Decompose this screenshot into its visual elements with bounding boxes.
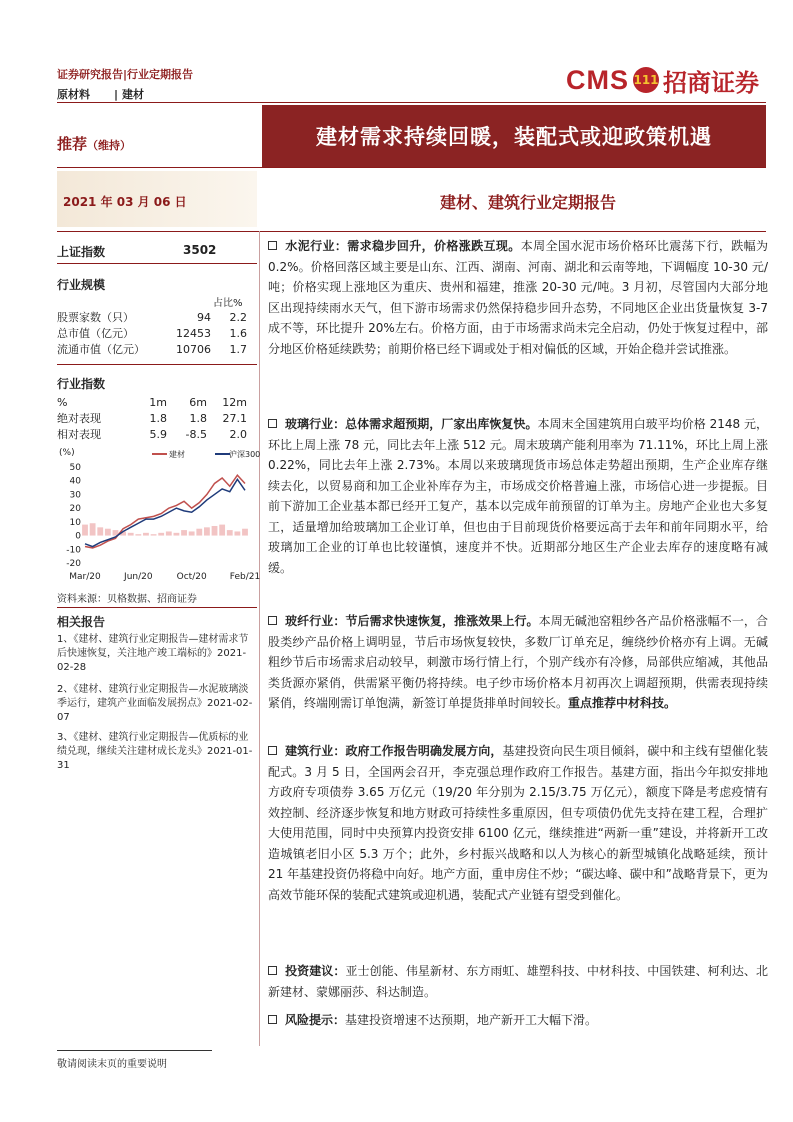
bullet-icon [268, 1015, 277, 1024]
date-box [57, 171, 257, 227]
table-row [57, 426, 247, 442]
column-divider [259, 231, 260, 1046]
relative-bar [151, 534, 157, 535]
relative-bar [204, 527, 210, 535]
relative-bar [166, 531, 172, 535]
table-row [57, 341, 247, 357]
row-value: 1.8 [189, 411, 207, 425]
section-body: 基建投资向民生项目倾斜，碳中和主线有望催化装配式。3 月 5 日，全国两会召开，李克强总理作政府工作报告。基建方面，指出今年拟安排地方政府专项债券 3.65 万亿元（19/20 年分别为 2.15/3.75 万亿元），额度下降是考虑疫情有效控制、经济逐步恢复和地方财政可持续性多重原因，但专项债仍优先支持在建工程，合理扩大使用范围，同时中央预算内投资安排 6100 亿元，继续推进“两新一重”建设，并将新开工改造城镇老旧小区 5.3 万个；此外，乡村振兴战略和以人为核心的新型城镇化战略延续，预计 21 年基建投资仍将稳中向好。地产方面，重申房住不炒；“碳达峰、碳中和”战略背景下，更为高效节能环保的装配式建筑或迎机遇，装配式产业链有望受到催化。 [268, 744, 768, 902]
row-value: 10706 [176, 342, 211, 356]
relative-bar [143, 533, 149, 536]
report-subtitle: 建材、建筑行业定期报告 [440, 193, 617, 212]
relative-bar [242, 529, 248, 536]
x-tick-label: Oct/20 [176, 572, 207, 582]
relative-bar [90, 523, 96, 535]
relative-bar [135, 534, 141, 535]
section-head: 玻璃行业：总体需求超预期，厂家出库恢复快。 [285, 417, 538, 431]
chart-ylabel: (%) [59, 448, 75, 458]
table-row [57, 394, 247, 410]
relative-bar [212, 526, 218, 536]
relative-bar [234, 531, 240, 535]
report-date: 2021 年 03 月 06 日 [63, 195, 187, 209]
divider [57, 231, 766, 232]
row-name: 总市值（亿元） [57, 327, 134, 340]
divider [57, 364, 257, 365]
row-name: 绝对表现 [57, 412, 101, 425]
legend-materials: 建材 [169, 450, 185, 459]
section-body: 本周无碱池窑粗纱各产品价格涨幅不一，合股类纱产品价格上调明显，节后市场恢复较快，多数厂订单充足，缠绕纱价格亦有上调。无碱粗纱节后市场需求启动较早，刺激市场行情上行，个别产线亦有冷修，局部供应缩减，其他品类货源亦紧俏，供需紧平衡仍将持续。电子纱市场价格本月初再次上调超预期，供需表现持续紧俏，终端刚需订单饱满，新签订单提货排单时间较长。 [268, 614, 768, 710]
relative-bar [174, 533, 180, 536]
series-line-建材 [85, 475, 245, 548]
industry-index-table [57, 394, 247, 442]
bullet-icon [268, 419, 277, 428]
y-tick-label: 20 [69, 504, 81, 515]
ratio-header: 占比% [213, 298, 243, 309]
relative-bar [128, 533, 134, 536]
industry-index-chart [57, 445, 261, 585]
x-tick-label: Jun/20 [124, 572, 153, 582]
report-type: 证券研究报告|行业定期报告 [57, 68, 194, 81]
relative-bar [82, 525, 88, 536]
section-tail: 重点推荐中材科技。 [568, 696, 677, 710]
header-divider [57, 102, 766, 103]
rating-label: 推荐 [57, 135, 88, 153]
table-row [57, 410, 247, 426]
section-body: 亚士创能、伟星新材、东方雨虹、雄塑科技、中材科技、中国铁建、柯利达、北新建材、蒙娜丽莎、科达制造。 [268, 964, 768, 999]
relative-bar [181, 530, 187, 535]
related-report[interactable]: 2、《建材、建筑行业定期报告—水泥玻璃淡季运行，建筑产业面临发展拐点》2021-02-07 [57, 684, 253, 723]
row-value: 12453 [176, 326, 211, 340]
relative-bar [105, 529, 111, 536]
section-head: 风险提示： [285, 1013, 346, 1027]
industry-index-title: 行业指数 [57, 377, 106, 391]
company-logo [566, 62, 766, 98]
logo-badge-icon: 111 [633, 67, 659, 93]
row-value: 5.9 [149, 427, 167, 441]
section-investment [268, 961, 768, 1002]
rating [57, 133, 131, 154]
bullet-icon [268, 746, 277, 755]
sub-category: 建材 [122, 88, 145, 101]
row-name: 相对表现 [57, 428, 101, 441]
relative-bar [158, 533, 164, 536]
x-tick-label: Mar/20 [69, 572, 101, 582]
y-tick-label: -10 [66, 545, 81, 556]
row-name: 股票家数（只） [57, 311, 134, 324]
row-pct: 2.2 [229, 310, 247, 324]
divider [57, 607, 257, 608]
section-body: 本周全国水泥市场价格环比震荡下行，跌幅为 0.2%。价格回落区域主要是山东、江西、湖南、河南、湖北和云南等地，下调幅度 10-30 元/吨；价格实现上涨地区为重庆、贵州和福建，推涨 20-30 元/吨。3 月初，尽管国内大部分地区出现持续雨水天气，但下游市场需求仍然保持稳步回升态势，不同地区企业出货量恢复 3-7 成不等，环比提升 20%左右。价格方面，由于市场需求尚未完全启动，仍处于恢复过程中，部分地区价格延续跌势；前期价格已经下调或处于相对偏低的区域，开始企稳并尝试推涨。 [268, 239, 768, 356]
section-glass [268, 414, 768, 578]
index-value: 3502 [183, 243, 217, 257]
section-head: 建筑行业：政府工作报告明确发展方向， [285, 744, 503, 758]
row-pct: 1.6 [229, 326, 247, 340]
logo-cn: 招商证券 [663, 68, 759, 97]
row-name: 流通市值（亿元） [57, 343, 145, 356]
section-cement [268, 236, 768, 359]
section-body: 本周末全国建筑用白玻平均价格 2148 元，环比上周上涨 78 元，同比去年上涨 512 元。周末玻璃产能利用率为 71.11%，环比上周上涨 0.22%，同比去年上涨 2.73%。本周以来玻璃现货市场总体走势超出预期，生产企业库存继续去化，以贸易商和加工企业补库存为主，市场成交价格普遍上涨，市场信心进一步提振。目前下游加工企业基本都已经开工复产，基本以完成年前预留的订单为主。房地产企业也大多复工，适量增加给玻璃加工企业订单，但也由于目前现货价格要远高于去年和前年同期水平，给玻璃加工企业的订单也比较谨慎，速度并不快。近期部分地区生产企业去库存的速度略有减缓。 [268, 417, 768, 575]
y-tick-label: 40 [69, 476, 81, 487]
logo-cms: CMS [566, 64, 629, 95]
header-cell: 1m [149, 395, 167, 409]
category-line: 原材料 | 建材 [57, 88, 145, 101]
related-report[interactable]: 1、《建材、建筑行业定期报告—建材需求节后快速恢复，关注地产竣工端标的》2021-02-28 [57, 634, 249, 673]
section-risk [268, 1010, 768, 1031]
bullet-icon [268, 241, 277, 250]
series-line-沪深300 [85, 479, 245, 546]
category: 原材料 [57, 88, 90, 101]
section-construction [268, 741, 768, 905]
industry-scale-table [57, 309, 247, 357]
industry-scale-title: 行业规模 [57, 278, 106, 292]
table-row [57, 325, 247, 341]
related-report[interactable]: 3、《建材、建筑行业定期报告—优质标的业绩兑现，继续关注建材成长龙头》2021-01-31 [57, 732, 253, 771]
relative-bar [196, 529, 202, 536]
rating-status: （维持） [87, 139, 132, 152]
row-value: -8.5 [185, 427, 207, 441]
footer-note: 敬请阅读末页的重要说明 [57, 1059, 167, 1070]
row-value: 1.8 [149, 411, 167, 425]
section-head: 玻纤行业：节后需求快速恢复，推涨效果上行。 [285, 614, 539, 628]
relative-bar [219, 525, 225, 536]
header-cell: 6m [189, 395, 207, 409]
y-tick-label: 50 [69, 463, 81, 473]
relative-bar [227, 530, 233, 535]
y-tick-label: 0 [75, 531, 81, 542]
row-value: 94 [197, 310, 211, 324]
header-cell: 12m [222, 395, 247, 409]
row-value: 2.0 [229, 427, 247, 441]
footer-divider [57, 1050, 212, 1051]
y-tick-label: -20 [66, 559, 81, 569]
index-label: 上证指数 [57, 245, 106, 259]
banner-title: 建材需求持续回暖，装配式或迎政策机遇 [262, 105, 766, 167]
row-pct: 1.7 [229, 342, 247, 356]
divider [57, 263, 257, 264]
y-tick-label: 10 [69, 517, 81, 528]
legend-hs300: 沪深300 [229, 450, 261, 459]
section-head: 投资建议： [285, 964, 346, 978]
relative-bar [189, 531, 195, 535]
header-cell: % [57, 395, 68, 409]
section-fiberglass [268, 611, 768, 714]
section-head: 水泥行业：需求稳步回升，价格涨跌互现。 [285, 239, 521, 253]
relative-bar [97, 527, 103, 535]
chart-source: 资料来源：贝格数据、招商证券 [57, 594, 197, 605]
x-tick-label: Feb/21 [229, 572, 261, 582]
related-title: 相关报告 [57, 615, 106, 629]
y-tick-label: 30 [69, 490, 81, 501]
divider [57, 167, 766, 168]
table-row [57, 309, 247, 325]
bullet-icon [268, 616, 277, 625]
section-body: 基建投资增速不达预期，地产新开工大幅下滑。 [345, 1013, 598, 1027]
row-value: 27.1 [222, 411, 247, 425]
bullet-icon [268, 966, 277, 975]
